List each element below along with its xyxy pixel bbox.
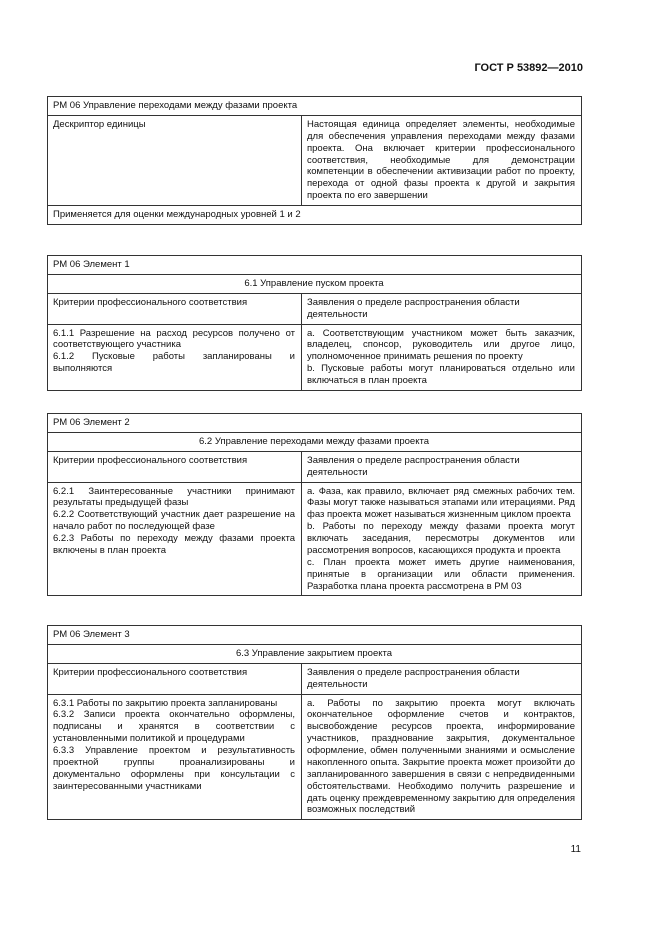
element-title: РМ 06 Элемент 2 <box>48 414 582 433</box>
criteria-cell <box>48 482 302 596</box>
statement-item: а. Фаза, как правило, включает ряд смежных рабочих тем. Фазы могут также называться этапами или итерациями. Ряд фаз проекта может называться жизненным циклом проекта <box>307 485 575 521</box>
statement-item: а. Соответствующим участником может быть заказчик, владелец, спонсор, руководитель или другое лицо, уполномоченное принимать решения по проекту <box>307 327 575 363</box>
criterion-item: 6.2.2 Соответствующий участник дает разрешение на начало работ по последующей фазе <box>53 509 295 533</box>
criteria-header: Критерии профессионального соответствия <box>48 451 302 482</box>
page-number: 11 <box>570 844 581 855</box>
element-2-table <box>47 413 582 596</box>
statements-header: Заявления о пределе распространения области деятельности <box>302 451 582 482</box>
statements-cell <box>302 324 582 390</box>
section-heading: 6.1 Управление пуском проекта <box>48 274 582 293</box>
criteria-cell <box>48 694 302 820</box>
criterion-item: 6.3.1 Работы по закрытию проекта запланированы <box>53 697 278 709</box>
applies-note: Применяется для оценки международных уровней 1 и 2 <box>48 206 582 225</box>
section-heading: 6.3 Управление закрытием проекта <box>48 644 582 663</box>
criterion-item: 6.3.2 Записи проекта окончательно оформлены, подписаны и хранятся в соответствии с установленными политикой и процедурами <box>53 709 295 745</box>
unit-descriptor-table <box>47 96 582 225</box>
descriptor-text: Настоящая единица определяет элементы, необходимые для обеспечения управления переходами между фазами проекта. Она включает критерии профессионального соответствия, необходимые для демонстрации компетенции в обеспечении активизации работ по проекту, перехода от одной фазы проекта к другой и закрытия проекта по его завершении <box>302 115 582 205</box>
criteria-cell <box>48 324 302 390</box>
criterion-item: 6.1.1 Разрешение на расход ресурсов получено от соответствующего участника <box>53 327 295 351</box>
statements-header: Заявления о пределе распространения области деятельности <box>302 663 582 694</box>
descriptor-label: Дескриптор единицы <box>48 115 302 205</box>
statements-cell <box>302 694 582 820</box>
criteria-header: Критерии профессионального соответствия <box>48 293 302 324</box>
statements-header: Заявления о пределе распространения области деятельности <box>302 293 582 324</box>
criterion-item: 6.1.2 Пусковые работы запланированы и выполняются <box>53 351 295 375</box>
element-1-table <box>47 255 582 391</box>
element-3-table <box>47 625 582 820</box>
statement-item: c. План проекта может иметь другие наименования, принятые в организации или области применения. Разработка плана проекта рассмотрена в РМ 03 <box>307 556 575 592</box>
element-title: РМ 06 Элемент 3 <box>48 626 582 645</box>
document-header: ГОСТ Р 53892—2010 <box>474 62 583 74</box>
statements-cell <box>302 482 582 596</box>
statement-item: а. Работы по закрытию проекта могут включать окончательное оформление счетов и контрактов, высвобождение ресурсов проекта, информирование участников, празднование закрытия, документальное оформление, обмен полученными знаниями и осмысление накопленного опыта. Закрытие проекта может произойти до запланированного завершения в связи с непредвиденными обстоятельствами. Необходимо получить разрешение и дать оценку преждевременному закрытию для определения возможных последствий <box>307 697 575 816</box>
unit-title: РМ 06 Управление переходами между фазами проекта <box>48 97 582 116</box>
criterion-item: 6.2.1 Заинтересованные участники принимают результаты предыдущей фазы <box>53 485 295 509</box>
criterion-item: 6.3.3 Управление проектом и результативность проектной группы проанализированы и документально оформлены при консультации с заинтересованными участниками <box>53 745 295 792</box>
statement-item: b. Пусковые работы могут планироваться отдельно или включаться в план проекта <box>307 363 575 386</box>
element-title: РМ 06 Элемент 1 <box>48 256 582 275</box>
statement-item: b. Работы по переходу между фазами проекта могут включать заседания, пересмотры документов или рассмотрения вопросов, касающихся продукта и проекта <box>307 521 575 556</box>
criterion-item: 6.2.3 Работы по переходу между фазами проекта включены в план проекта <box>53 533 295 556</box>
section-heading: 6.2 Управление переходами между фазами проекта <box>48 432 582 451</box>
criteria-header: Критерии профессионального соответствия <box>48 663 302 694</box>
